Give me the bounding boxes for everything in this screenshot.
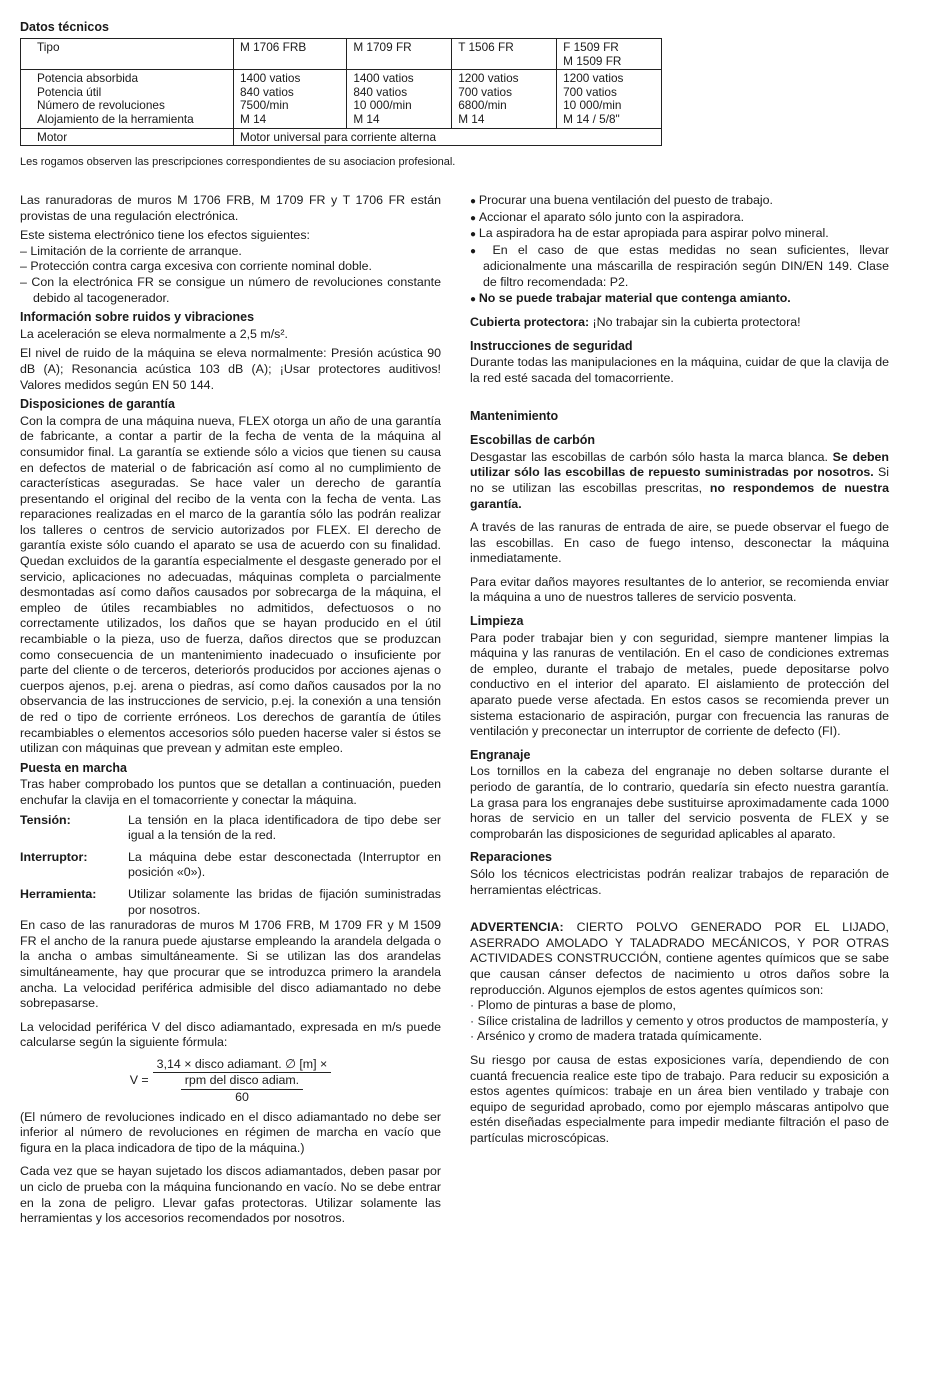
speed-formula xyxy=(20,1057,441,1106)
spec-label: Número de revoluciones xyxy=(37,98,165,113)
checklist xyxy=(20,813,441,919)
list-item: – Limitación de la corriente de arranque. xyxy=(20,244,441,260)
brushes-text-a: Desgastar las escobillas de carbón sólo hasta la marca blanca. xyxy=(470,449,833,464)
warning-text: contiene agentes químicos que se sabe que causan cánser defectos de nacimiento u otros daños sobre la reproducción. Algunos ejemplos de estos agentes químicos son: xyxy=(470,951,889,997)
start-text: Tras haber comprobado los puntos que se detallan a continuación, pueden enchufar la clavija en el tomacorriente y conectar la máquina. xyxy=(20,777,441,807)
spec-cell: 1200 vatios xyxy=(563,71,624,86)
left-column xyxy=(20,193,441,1227)
list-item: · Sílice cristalina de ladrillos y cemento y otros productos de mampostería, y xyxy=(470,1014,889,1030)
formula-lhs: V = xyxy=(129,1073,149,1088)
spec-title: Datos técnicos xyxy=(20,20,109,34)
ventilation-list xyxy=(470,193,889,307)
warning-label: ADVERTENCIA: xyxy=(470,920,564,935)
spec-cell: M 14 xyxy=(458,111,485,126)
spec-cell: 6800/min xyxy=(458,98,507,113)
brushes-text-c: Si no se utilizan las escobillas prescritas, xyxy=(470,465,889,495)
gear-text: Los tornillos en la cabeza del engranaje no deben soltarse durante el periodo de garantía, de lo contrario, quedaría sin efecto nuestra garantía. La grasa para los engranajes debe sustituirse aproximadamente cada 1000 horas de servicio en un taller del servicio posventa de FLEX y se comprobarán las disposiciones de seguridad aplicables al aparato. xyxy=(470,764,889,841)
intro-paragraph: Las ranuradoras de muros M 1706 FRB, M 1709 FR y T 1706 FR están provistas de una regulación electrónica. xyxy=(20,193,441,223)
formula-numerator: 3,14 × disco adiamant. ∅ [m] × xyxy=(153,1057,332,1074)
spec-data-row xyxy=(21,70,662,128)
list-item: · Arsénico y cromo de madera tratada químicamente. xyxy=(470,1029,889,1045)
spec-cell: 840 vatios xyxy=(240,84,294,99)
cover-label: Cubierta protectora: xyxy=(470,315,590,330)
term-switch: Interruptor: xyxy=(20,849,88,864)
spec-cell: M 14 / 5/8" xyxy=(563,111,620,126)
warning-caps: CIERTO POLVO GENERADO POR EL LIJADO, ASERRADO AMOLADO Y TALADRADO MECÁNICOS, Y POR OTRAS ACTIVIDADES CONSTRUCCIÓN, xyxy=(470,920,889,966)
spec-cell: 840 vatios xyxy=(353,84,408,99)
spec-motor-row xyxy=(21,128,662,146)
repairs-heading: Reparaciones xyxy=(470,850,552,865)
list-item: ● La aspiradora ha de estar apropiada para aspirar polvo mineral. xyxy=(470,226,889,243)
brushes-text-d: no respondemos de nuestra garantía. xyxy=(470,480,889,511)
spec-cell: 700 vatios xyxy=(458,84,512,99)
risk-text: Su riesgo por causa de estas exposiciones varía, dependiendo de con cuantá frecuencia realice este tipo de trabajo. Para reducir su exposición a estos agentes químicos: trabaje en un área bien ventilado y trabaje con equipo de seguridad aprobado, como por ejemplo máscaras antipolvo que estén diseñadas especialmente para impedir mediante filtración el paso de partículas microscópicas. xyxy=(470,1052,889,1145)
list-item: ● En el caso de que estas medidas no sean suficientes, llevar adicionalmente una máscarilla de respiración según DIN/EN 149. Clase de filtro recomendada: P2. xyxy=(470,243,889,291)
spec-header-m1706: M 1706 FRB xyxy=(234,39,347,70)
brushes-text xyxy=(470,450,889,512)
spec-label: Potencia absorbida xyxy=(37,71,138,86)
safety-heading: Instrucciones de seguridad xyxy=(470,338,633,353)
spec-header-f1509: F 1509 FR M 1509 FR xyxy=(557,39,662,70)
warranty-text: Con la compra de una máquina nueva, FLEX otorga un año de una garantía de fabricante, a contar a partir de la fecha de venta de la máquina al consumidor final. La garantía se extiende sólo a vicios que tienen su causa en defectos de material o de fabricación así como al no cumplimiento de características aseguradas. Se hace valer un derecho de garantía presentando el original del recibo de la venta con la fecha de venta. Las reparaciones realizadas en el marco de la garantía sólo las podrán realizar los talleres o centros de servicio autorizados por FLEX. El derecho de garantía existe sólo cuando el aparato se usa de acuerdo con su finalidad. Quedan excluidos de la garantía especialmente el desgaste generado por el servicio, aplicaciones no adecuadas, máquinas completa o parcialmente desmontadas así como daños causados por sobrecarga de la máquina, el empleo de útiles recambiables no admitidos, defectuosos o no correctamente utilizados, los daños que se hayan producido en el útil recambiable o la pieza, uso de fuerza, daños directos que se produzcan como consecuencia de un mantenimiento inadecuado o insuficiente por parte del cliente o de terceros, deteriorós producidos por acciones ajenas o cuerpos ajenos, p.ej. arena o piedras, así como daños causados por la no observancia de las instrucciones de servicio, p.ej. la conexión a una tensión de red o tipo de corriente erróneos. Los derechos de garantía de útiles recambiables o elementos accesorios sólo pueden hacerse valer si éstos se utilizan con máquinas que prevean y admitan este empleo. xyxy=(20,413,441,756)
repairs-text: Sólo los técnicos electricistas podrán realizar trabajos de reparación de herramientas eléctricas. xyxy=(470,866,889,897)
spec-label: Alojamiento de la herramienta xyxy=(37,111,194,126)
desc-tension: La tensión en la placa identificadora de tipo debe ser igual a la tensión de la red. xyxy=(128,812,441,843)
brushes-text-b: Se deben utilizar sólo las escobillas de repuesto suministradas por nosotros. xyxy=(470,449,889,480)
brushes-fire-text: A través de las ranuras de entrada de aire, se puede observar el fuego de las escobillas. En caso de fuego intenso, desconectar la máquina inmediatamente. xyxy=(470,520,889,566)
formula-denominator: 60 xyxy=(235,1090,249,1105)
list-item: ● Procurar una buena ventilación del puesto de trabajo. xyxy=(470,193,889,210)
spec-header-tipo: Tipo xyxy=(21,39,234,70)
formula-fraction xyxy=(153,1057,332,1106)
term-tool: Herramienta: xyxy=(20,886,97,901)
spec-col-t1506 xyxy=(452,70,557,128)
effects-intro: Este sistema electrónico tiene los efectos siguientes: xyxy=(20,228,310,243)
spec-motor-value: Motor universal para corriente alterna xyxy=(234,128,662,146)
spec-cell: 1200 vatios xyxy=(458,71,519,86)
spec-motor-label: Motor xyxy=(21,128,234,146)
spec-col-m1706 xyxy=(234,70,347,128)
warning-paragraph xyxy=(470,920,889,998)
cover-paragraph xyxy=(470,315,889,331)
list-item: · Plomo de pinturas a base de plomo, xyxy=(470,998,889,1014)
spec-header-t1506: T 1506 FR xyxy=(452,39,557,70)
test-text: Cada vez que se hayan sujetado los discos adiamantados, deben pasar por un ciclo de prueba con la máquina funcionando en vacío. No se debe entrar en la zona de peligro. Llevar gafas protectoras. Utilizar solamente las herramientas y los accesorios recomendados por nosotros. xyxy=(20,1164,441,1226)
safety-text: Durante todas las manipulaciones en la máquina, cuidar de que la clavija de la red esté sacada del tomacorriente. xyxy=(470,355,889,385)
spec-note: Les rogamos observen las prescripciones correspondientes de su asociacion profesional. xyxy=(20,156,456,168)
spec-cell: 7500/min xyxy=(240,98,289,113)
spec-label: Potencia útil xyxy=(37,84,102,99)
warranty-heading: Disposiciones de garantía xyxy=(20,397,175,412)
effects-list xyxy=(20,244,441,306)
list-item: – Protección contra carga excesiva con corriente nominal doble. xyxy=(20,259,441,275)
brushes-service-text: Para evitar daños mayores resultantes de lo anterior, se recomienda enviar la máquina a uno de nuestros talleres de servicio posventa. xyxy=(470,574,889,605)
cleaning-heading: Limpieza xyxy=(470,614,524,629)
list-item: ● Accionar el aparato sólo junto con la aspiradora. xyxy=(470,210,889,227)
brushes-heading: Escobillas de carbón xyxy=(470,433,596,448)
spec-cell: 10 000/min xyxy=(563,98,622,113)
cleaning-text: Para poder trabajar bien y con seguridad, siempre mantener limpias la máquina y las ranuras de ventilación. En el caso de condiciones extremas de empleo, durante el trabajo de metales, puede depositarse polvo conductivo en el interior del aparato. El aislamiento de protección del aparato puede verse afectada. En estos casos se recomienda prever un sistema estacionario de aspiración, purgar con frecuencia las ranuras de ventilación y preconectar un interruptor de corriente de defecto (FI). xyxy=(470,630,889,739)
formula-numerator-2: rpm del disco adiam. xyxy=(181,1073,303,1090)
spec-cell: 10 000/min xyxy=(353,98,412,113)
right-column xyxy=(470,193,889,1146)
list-item: – Con la electrónica FR se consigue un número de revoluciones constante debido al tacogenerador. xyxy=(20,275,441,306)
term-tension: Tensión: xyxy=(20,812,71,827)
speed-text: La velocidad periférica V del disco adiamantado, expresada en m/s puede calcularse según la siguiente fórmula: xyxy=(20,1019,441,1050)
spec-col-f1509 xyxy=(557,70,662,128)
spec-cell: M 14 xyxy=(353,111,380,126)
desc-switch: La máquina debe estar desconectada (Interruptor en posición «0»). xyxy=(128,849,441,880)
spec-table xyxy=(20,38,662,146)
spec-cell: M 14 xyxy=(240,111,267,126)
noise-level: El nivel de ruido de la máquina se eleva normalmente: Presión acústica 90 dB (A); Resonancia acústica 103 dB (A); ¡Usar protectores auditivos! Valores medidos según EN 50 144. xyxy=(20,346,441,392)
spec-header-m1709: M 1709 FR xyxy=(347,39,452,70)
cover-text: ¡No trabajar sin la cubierta protectora! xyxy=(589,315,801,330)
spec-header-row xyxy=(21,39,662,70)
spec-cell: 1400 vatios xyxy=(353,71,414,86)
list-item-asbestos: ● No se puede trabajar material que contenga amianto. xyxy=(470,291,889,308)
desc-tool: Utilizar solamente las bridas de fijación suministradas por nosotros. xyxy=(128,886,441,917)
spec-row-labels xyxy=(21,70,234,128)
noise-accel: La aceleración se eleva normalmente a 2,5 m/s². xyxy=(20,326,288,341)
start-heading: Puesta en marcha xyxy=(20,760,127,775)
maintenance-heading: Mantenimiento xyxy=(470,408,559,423)
groove-text: En caso de las ranuradoras de muros M 1706 FRB, M 1709 FR y M 1509 FR el ancho de la ranura puede ajustarse empleando la arandela delgada o la ancha o ambas simultáneamente. Si se utilizan las dos arandelas simultáneamente, hay que procurar que se introduzca primero la arandela ancha. La velocidad periférica admisible del disco adiamantado no debe sobrepasarse. xyxy=(20,918,441,1011)
chemicals-list xyxy=(470,998,889,1045)
spec-cell: 1400 vatios xyxy=(240,71,301,86)
spec-col-m1709 xyxy=(347,70,452,128)
noise-heading: Información sobre ruidos y vibraciones xyxy=(20,310,255,325)
spec-cell: 700 vatios xyxy=(563,84,617,99)
rpm-note: (El número de revoluciones indicado en el disco adiamantado no debe ser inferior al número de revoluciones en régimen de marcha en vacío que figura en la placa indicadora de tipo de la máquina.) xyxy=(20,1109,441,1155)
gear-heading: Engranaje xyxy=(470,747,531,762)
